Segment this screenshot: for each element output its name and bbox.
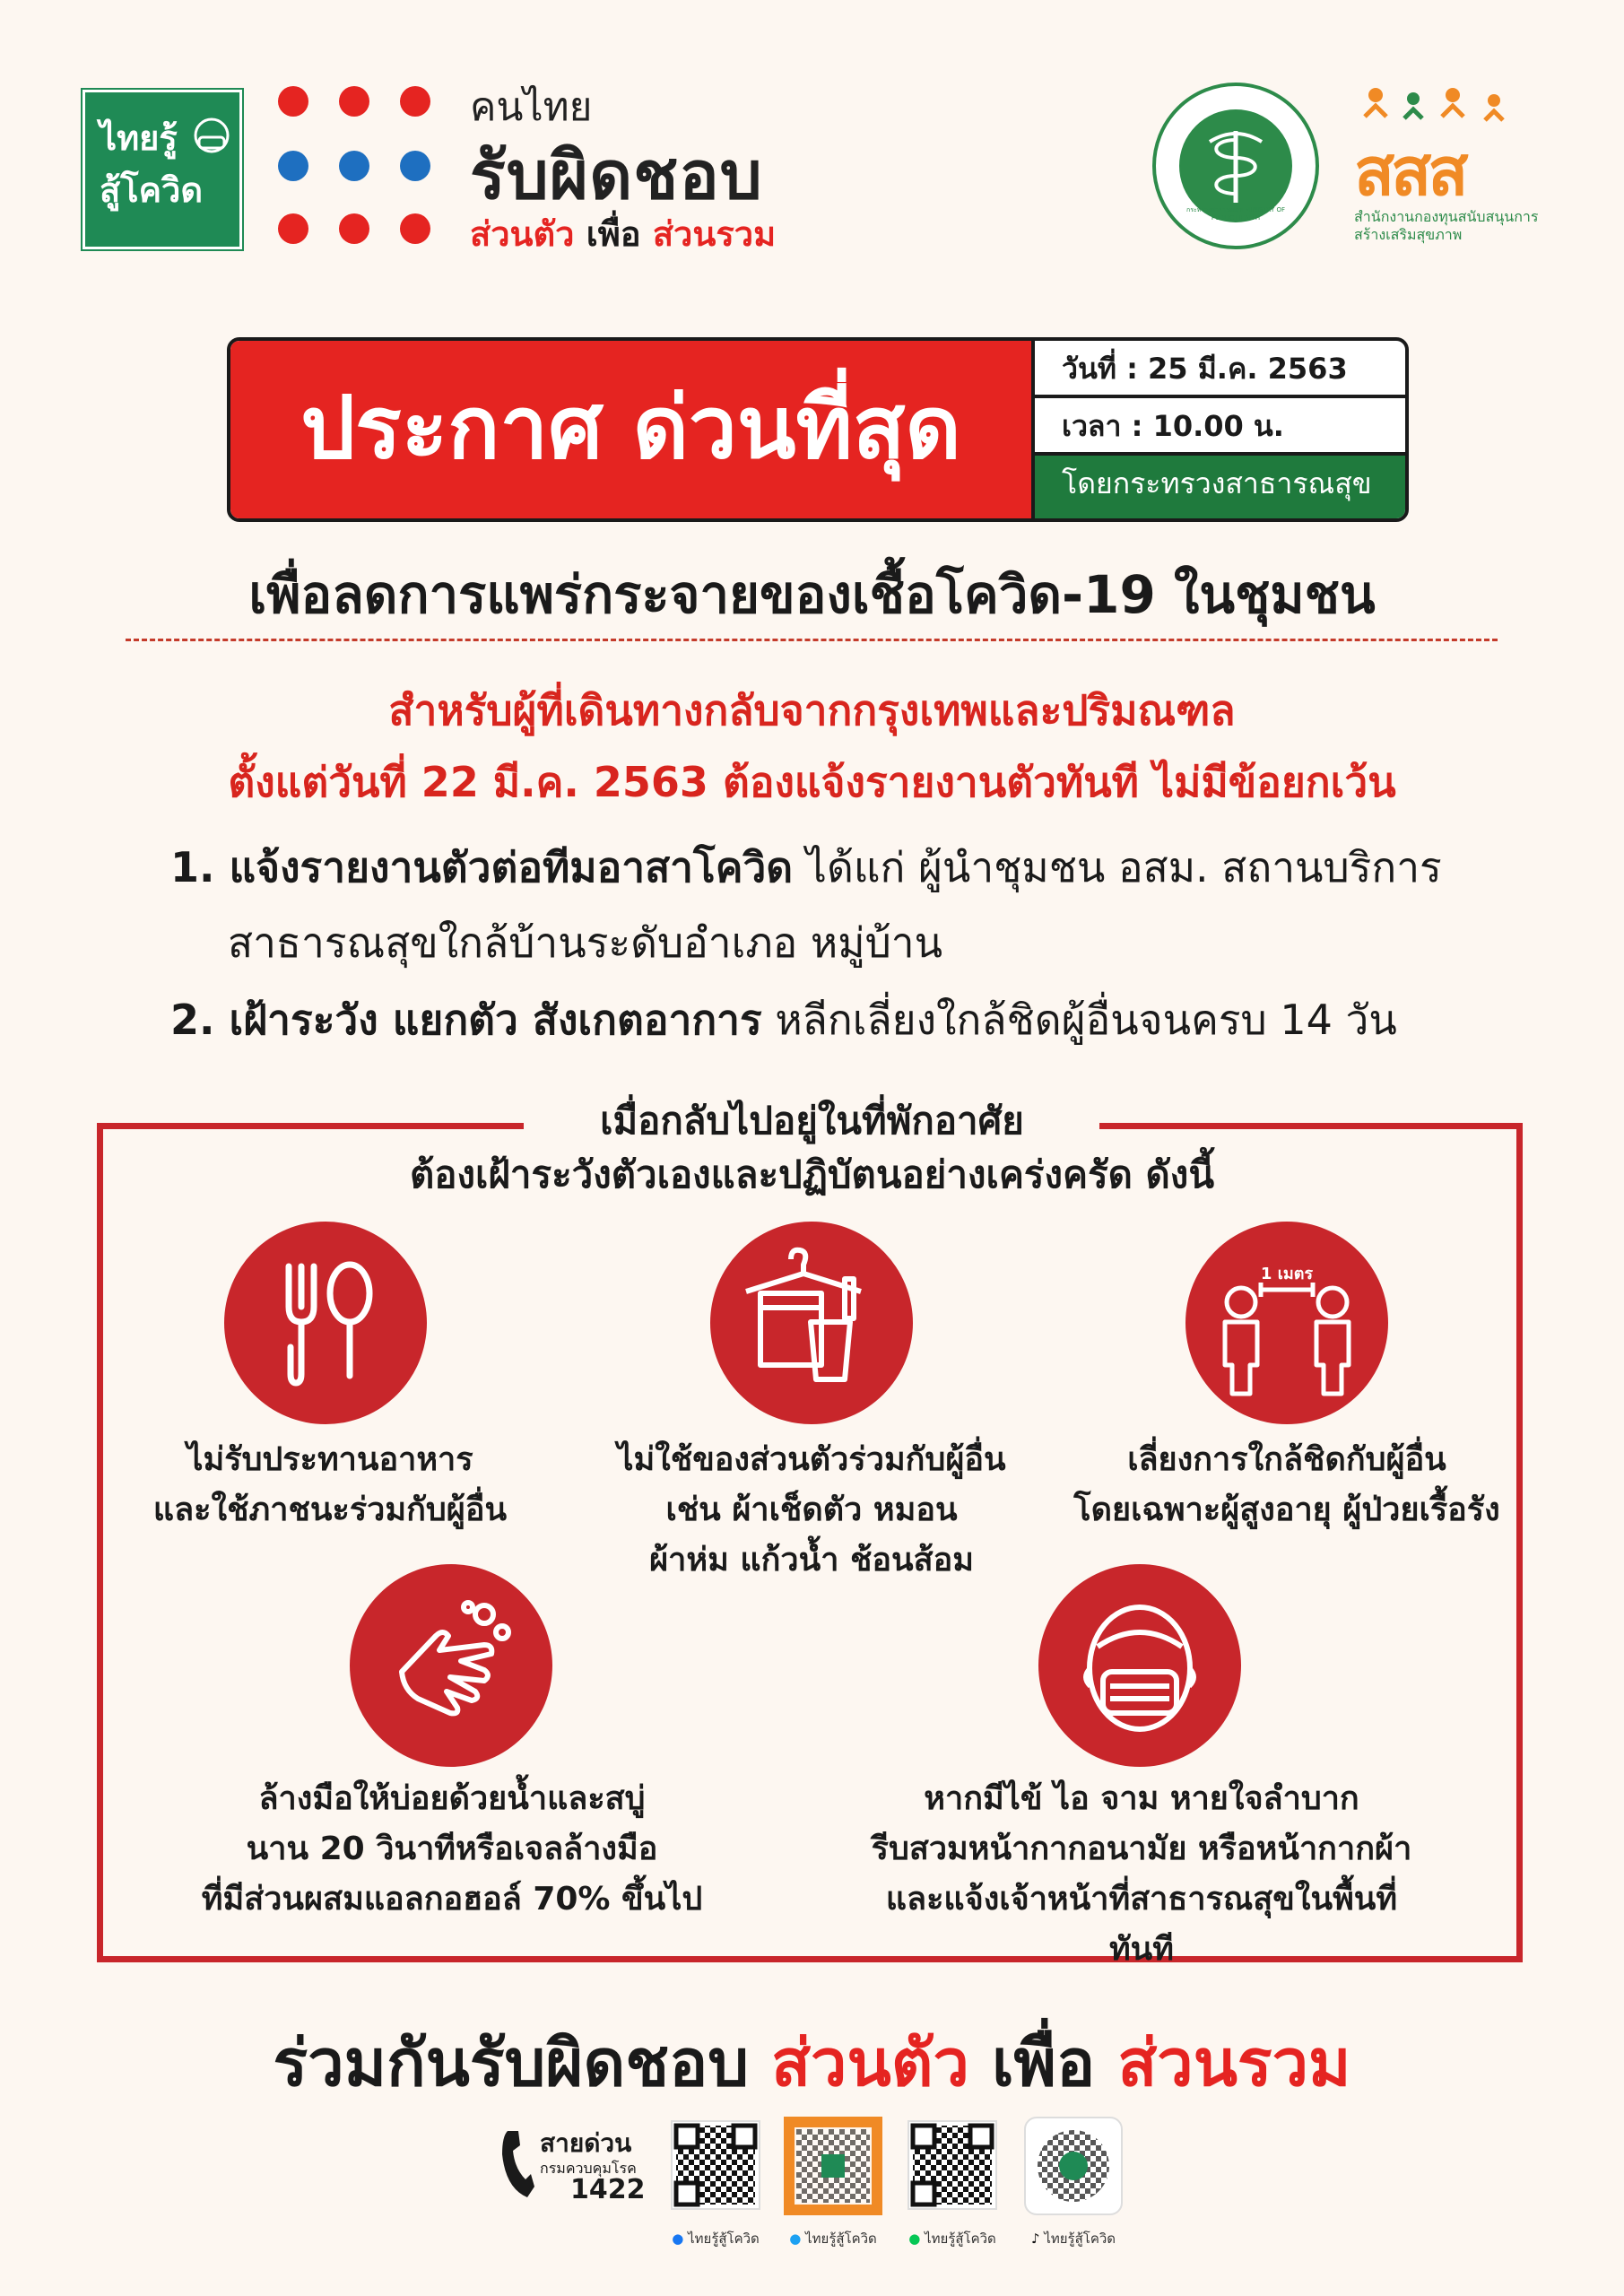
twitter-icon: ●: [789, 2231, 802, 2247]
announcement-title: ประกาศ ด่วนที่สุด: [300, 378, 961, 478]
hotline[interactable]: [499, 2124, 646, 2205]
hotline-org: กรมควบคุมโรค: [540, 2160, 637, 2177]
home-title-2: ต้องเฝ้าระวังตัวเองและปฏิบัตนอย่างเคร่งครัด ดังนี้: [409, 1152, 1215, 1196]
caption-item-5: หากมีไข้ ไอ จาม หายใจลำบาก รีบสวมหน้ากากอนามัย หรือหน้ากากผ้า และแจ้งเจ้าหน้าที่สาธารณสุขในพื้นที่ทันที: [871, 1780, 1412, 1968]
campaign-dots: [278, 86, 448, 248]
target-line-1: สำหรับผู้ที่เดินทางกลับจากกรุงเทพและปริมณฑล: [388, 686, 1236, 735]
slogan: ร่วมกันรับผิดชอบ ส่วนตัว เพื่อ ส่วนรวม: [273, 2025, 1351, 2100]
headline: เพื่อลดการแพร่กระจายของเชื้อโควิด-19 ในชุมชน: [248, 564, 1376, 625]
step-1-continued: สาธารณสุขใกล้บ้านระดับอำเภอ หมู่บ้าน: [228, 918, 943, 967]
caption-item-4: ล้างมือให้บ่อยด้วยน้ำและสบู่ นาน 20 วินาทีหรือเจลล้างมือ ที่มีส่วนผสมแอลกอฮอล์ 70% ขึ้นไป: [201, 1780, 703, 1918]
hotline-number: 1422: [570, 2174, 646, 2205]
step-1: 1. แจ้งรายงานตัวต่อทีมอาสาโควิด ได้แก่ ผู้นำชุมชน อสม. สถานบริการ: [170, 843, 1442, 891]
twitter-qr-code[interactable]: [784, 2117, 882, 2215]
social-line[interactable]: ● ไทยรู้สู้โควิด: [908, 2231, 996, 2247]
mask-face-icon: [191, 114, 232, 161]
dashed-divider: [126, 639, 1498, 641]
thaihealth-logo: [1354, 83, 1551, 244]
announcement-issuer: โดยกระทรวงสาธารณสุข: [1031, 456, 1405, 518]
facebook-qr-code[interactable]: [671, 2120, 760, 2210]
tiktok-qr-code[interactable]: [1024, 2117, 1123, 2215]
campaign-title: รับผิดชอบ: [470, 137, 763, 214]
facebook-icon: ●: [672, 2231, 684, 2247]
announcement-time: เวลา : 10.00 น.: [1031, 398, 1405, 456]
thaihealth-wordmark: สสส: [1354, 134, 1465, 211]
social-twitter[interactable]: ● ไทยรู้สู้โควิด: [789, 2231, 877, 2247]
fork-spoon-icon: [224, 1222, 427, 1424]
step-2: 2. เฝ้าระวัง แยกตัว สังเกตอาการ หลีกเลี่ยงใกล้ชิดผู้อื่นจนครบ 14 วัน: [170, 996, 1397, 1044]
tiktok-icon: ♪: [1030, 2231, 1040, 2247]
hotline-label: สายด่วน: [540, 2128, 632, 2158]
towel-cup-icon: [710, 1222, 913, 1424]
ministry-seal: กระทรวงสาธารณสุข MINISTRY OF PUBLIC HEALTH: [1152, 83, 1319, 249]
social-tiktok[interactable]: ♪ ไทยรู้สู้โควิด: [1030, 2231, 1116, 2247]
distance-icon: [1185, 1222, 1388, 1424]
phone-icon: [499, 2127, 534, 2199]
handwash-icon: [350, 1564, 552, 1767]
caption-item-2: ไม่ใช้ของส่วนตัวร่วมกับผู้อื่น เช่น ผ้าเช็ดตัว หมอน ผ้าห่ม แก้วน้ำ ช้อนส้อม: [617, 1441, 1006, 1578]
line-icon: ●: [908, 2231, 921, 2247]
thairoo-logo: [83, 90, 242, 249]
caption-item-1: ไม่รับประทานอาหาร และใช้ภาชนะร่วมกับผู้อื่น: [152, 1441, 508, 1528]
home-title-1: เมื่อกลับไปอยู่ในที่พักอาศัย: [600, 1099, 1024, 1143]
announcement-box: [227, 337, 1409, 522]
campaign-subtitle: ส่วนตัว เพื่อ ส่วนรวม: [470, 214, 777, 254]
logo-line2: สู้โควิด: [100, 170, 204, 210]
caption-item-3: เลี่ยงการใกล้ชิดกับผู้อื่น โดยเฉพาะผู้สูงอายุ ผู้ป่วยเรื้อรัง: [1073, 1441, 1500, 1528]
target-line-2: ตั้งแต่วันที่ 22 มี.ค. 2563 ต้องแจ้งรายงานตัวทันที ไม่มีข้อยกเว้น: [228, 758, 1396, 806]
line-qr-code[interactable]: [908, 2120, 997, 2210]
logo-line1: ไทยรู้: [100, 118, 178, 158]
thaihealth-caption: สำนักงานกองทุนสนับสนุนการสร้างเสริมสุขภาพ: [1354, 208, 1539, 243]
announcement-date: วันที่ : 25 มี.ค. 2563: [1031, 341, 1405, 398]
social-facebook[interactable]: ● ไทยรู้สู้โควิด: [672, 2231, 760, 2247]
face-mask-icon: [1038, 1564, 1241, 1767]
svg-text:1 เมตร: 1 เมตร: [1260, 1265, 1314, 1283]
campaign-small-text: คนไทย: [470, 84, 593, 130]
